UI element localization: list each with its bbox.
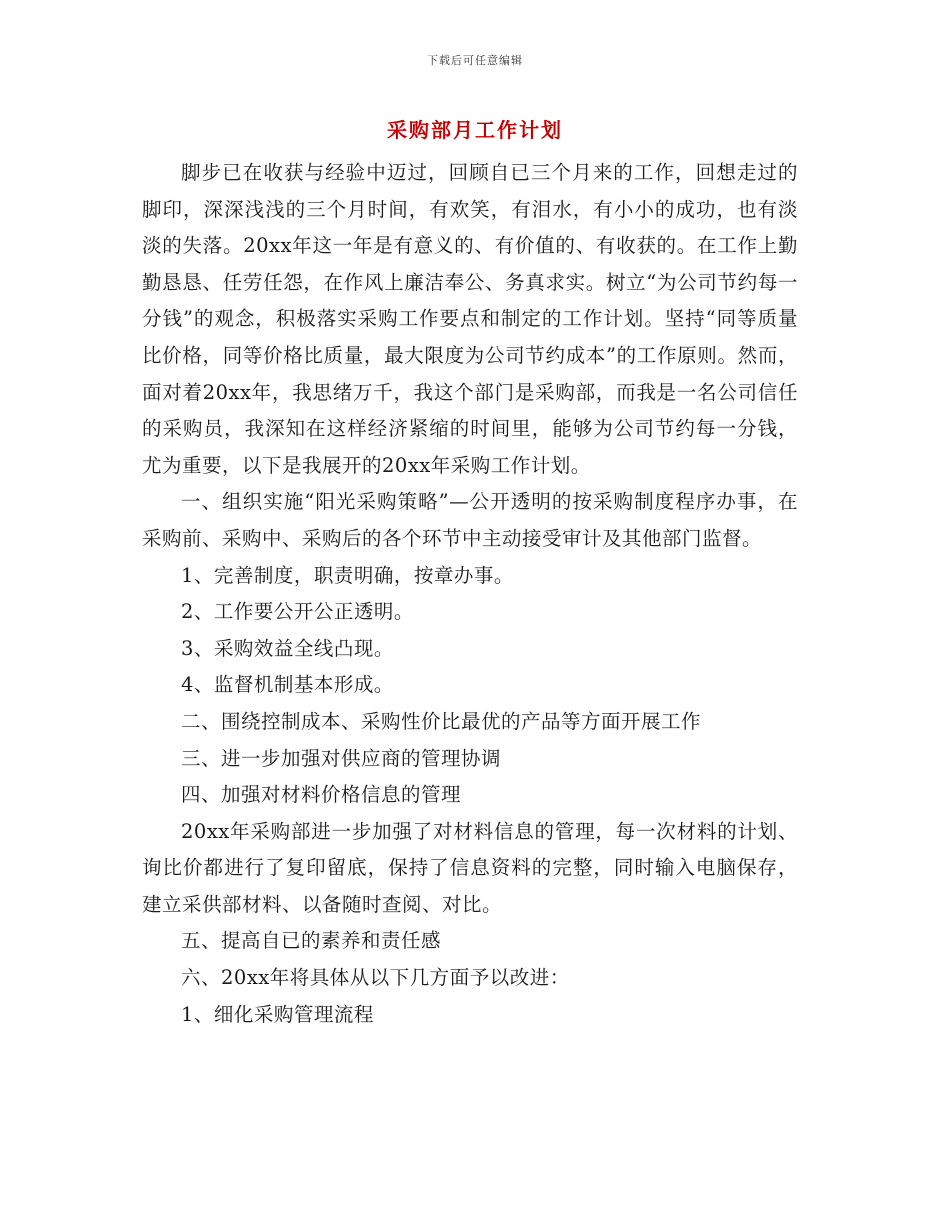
section-heading-6: 六、20xx年将具体从以下几方面予以改进： [181,966,570,990]
list-item: 1、细化采购管理流程 [181,1002,374,1026]
header-note: 下载后可任意编辑 [427,54,523,67]
list-item: 4、监督机制基本形成。 [181,673,394,697]
document-title: 采购部月工作计划 [387,118,563,142]
paragraph-section-1: 一、组织实施“阳光采购策略”—公开透明的按采购制度程序办事，在采购前、采购中、采购后的各个环节中主动接受审计及其他部门监督。 [142,490,798,550]
section-heading-4: 四、加强对材料价格信息的管理 [181,783,462,807]
list-item: 1、完善制度，职责明确，按章办事。 [181,563,514,587]
document-body [142,155,798,1033]
section-heading-2: 二、围绕控制成本、采购性价比最优的产品等方面开展工作 [181,709,702,733]
paragraph-section-4-body: 20xx年采购部进一步加强了对材料信息的管理，每一次材料的计划、询比价都进行了复印留底，保持了信息资料的完整，同时输入电脑保存，建立采供部材料、以备随时查阅、对比。 [142,819,798,916]
section-heading-3: 三、进一步加强对供应商的管理协调 [181,746,502,770]
list-item: 3、采购效益全线凸现。 [181,636,394,660]
list-item: 2、工作要公开公正透明。 [181,600,414,624]
section-heading-5: 五、提高自已的素养和责任感 [181,929,442,953]
paragraph-intro: 脚步已在收获与经验中迈过，回顾自已三个月来的工作，回想走过的脚印，深深浅浅的三个月时间，有欢笑，有泪水，有小小的成功，也有淡淡的失落。20xx年这一年是有意义的、有价值的、有收获的。在工作上勤勤恳恳、任劳任怨，在作风上廉洁奉公、务真求实。树立“为公司节约每一分钱”的观念，积极落实采购工作要点和制定的工作计划。坚持“同等质量比价格，同等价格比质量，最大限度为公司节约成本”的工作原则。然而，面对着20xx年，我思绪万千，我这个部门是采购部，而我是一名公司信任的采购员，我深知在这样经济紧缩的时间里，能够为公司节约每一分钱，尤为重要，以下是我展开的20xx年采购工作计划。 [142,161,798,477]
